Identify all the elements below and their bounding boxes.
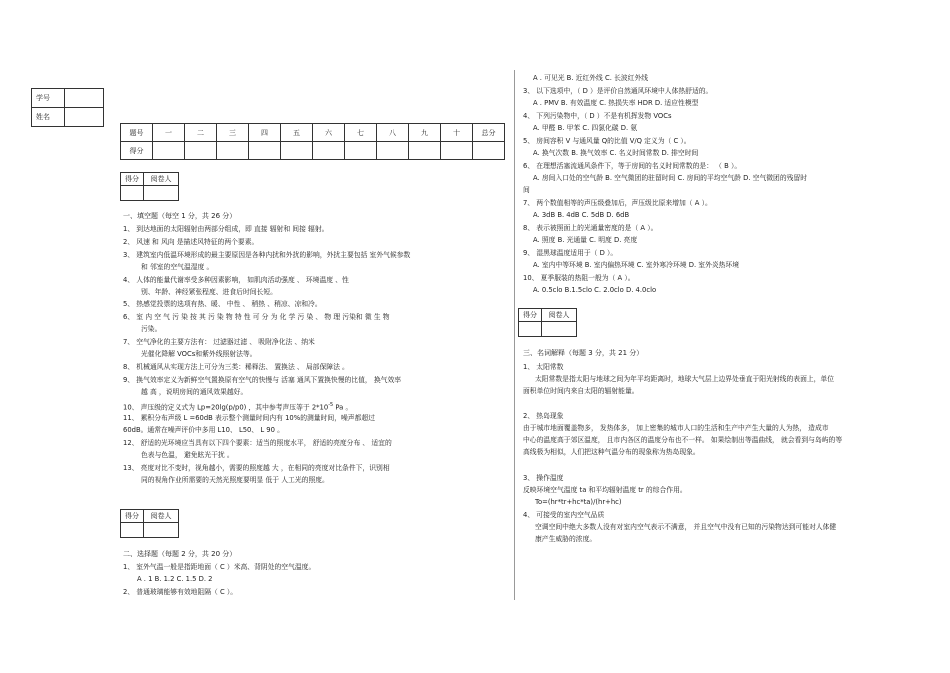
choice-question-4-options: A. 甲醛 B. 甲苯 C. 四氯化碳 D. 氨: [533, 124, 638, 132]
fill-question-11: 11、 累积分布声级 L =60dB 表示整个测量时间内有 10%的测量时间，噪声都超过: [123, 414, 375, 422]
fill-question-6-cont: 污染。: [141, 325, 162, 333]
student-name-label: 姓名: [32, 108, 65, 127]
right-column: [523, 0, 933, 673]
term-1-title: 1、 太阳常数: [523, 363, 564, 371]
fill-question-9-cont: 越 高 ，说明房间的通风效果越好。: [141, 388, 248, 396]
score-header-cell: 二: [185, 124, 217, 142]
term-2-definition-cont2: 高线极为相似，人们把这种气温分布的现象称为热岛现象。: [523, 448, 700, 456]
score-header-cell: 题号: [121, 124, 153, 142]
term-2-title: 2、 热岛现象: [523, 412, 564, 420]
student-number-label: 学号: [32, 89, 65, 108]
choice-question-7-options: A. 3dB B. 4dB C. 5dB D. 6dB: [533, 211, 630, 219]
term-3-definition: 反映环境空气温度 ta 和平均辐射温度 tr 的综合作用。: [523, 486, 687, 494]
score-header-cell: 十: [441, 124, 473, 142]
choice-question-5-options: A. 换气次数 B. 换气效率 C. 名义时间常数 D. 排空时间: [533, 149, 699, 157]
choice-question-8-options: A. 照度 B. 光通量 C. 明度 D. 亮度: [533, 236, 638, 244]
grader-score-field[interactable]: [519, 322, 542, 337]
choice-question-10-options: A. 0.5clo B.1.5clo C. 2.0clo D. 4.0clo: [533, 286, 657, 294]
choice-question-4: 4、 下列污染物中，（ D ）不是有机挥发物 VOCs: [523, 112, 672, 120]
grader-score-label: 得分: [121, 173, 144, 186]
choice-question-3-options: A . PMV B. 有效温度 C. 热损失率 HDR D. 适应性模型: [533, 99, 699, 107]
fill-question-13-cont: 同的视角作业所需要的天然光照度要明显 低于 人工光的照度。: [141, 476, 329, 484]
score-header-cell: 一: [153, 124, 185, 142]
fill-question-13: 13、 亮度对比不变时，视角越小，需要的照度越 大 ，在相同的亮度对比条件下，识别相: [123, 464, 390, 472]
fill-question-4-cont: 别、年龄、神经紧张程度、进食后时间长短。: [141, 288, 277, 296]
choice-question-9-options: A. 室内中等环境 B. 室内偏热环境 C. 室外寒冷环境 D. 室外炎热环境: [533, 261, 740, 269]
fill-question-8: 8、 机械通风从实现方法上可分为三类：稀释法、 置换法 、 局部保障法 。: [123, 363, 349, 371]
grader-score-label: 得分: [519, 309, 542, 322]
score-header-cell: 八: [377, 124, 409, 142]
grader-reviewer-field[interactable]: [542, 322, 577, 337]
left-column: [123, 0, 513, 673]
grader-reviewer-label: 阅卷人: [144, 173, 179, 186]
grader-score-field[interactable]: [121, 523, 144, 538]
choice-question-2-options: A . 可见光 B. 近红外线 C. 长波红外线: [533, 74, 649, 82]
student-number-field[interactable]: [65, 89, 104, 108]
score-header-cell: 五: [281, 124, 313, 142]
term-1-definition-cont: 面积单位时间内来自太阳的辐射能量。: [523, 387, 639, 395]
student-number-row: [32, 89, 104, 108]
fill-question-11-cont: 60dB。通常在噪声评价中多用 L10、 L50、 L 90 。: [123, 426, 284, 434]
grader-box-section2: [120, 509, 179, 538]
fill-question-3: 3、 建筑室内低温环境形成的最主要原因是各种内扰和外扰的影响，外扰主要包括 室外气候参数: [123, 251, 411, 259]
fill-question-10: [123, 401, 352, 412]
choice-question-6: 6、 在理想活塞流通风条件下，等于房间的名义时间常数的是： （ B ）。: [523, 162, 742, 170]
term-3-title: 3、 操作温度: [523, 474, 564, 482]
score-header-cell: 总分: [473, 124, 505, 142]
score-header-cell: 九: [409, 124, 441, 142]
term-2-definition-cont: 中心的温度高于郊区温度， 且市内各区的温度分布也不一样。 如果绘制出等温曲线， 就会看到与岛屿的等: [523, 436, 843, 444]
fill-question-10-exponent: -5: [328, 402, 334, 408]
choice-question-7: 7、 两个数值相等的声压级叠加后，声压级比原来增加（ A ）。: [523, 199, 712, 207]
term-3-formula: To=(hr*tr+hc*ta)/(hr+hc): [535, 498, 622, 506]
grader-box-section3: [518, 308, 577, 337]
score-header-cell: 六: [313, 124, 345, 142]
grader-reviewer-field[interactable]: [144, 523, 179, 538]
section1-title: 一、填空题（每空 1 分，共 26 分）: [123, 212, 237, 220]
choice-question-9: 9、 湿黑球温度适用于（ D ）。: [523, 249, 618, 257]
section2-title: 二、选择题（每题 2 分，共 20 分）: [123, 550, 237, 558]
term-4-definition: 空调空间中绝大多数人没有对室内空气表示不满意， 并且空气中没有已知的污染物达到可能对人体健: [535, 523, 837, 531]
choice-question-2: 2、 普通玻璃能够有效地阻隔（ C ）。: [123, 588, 238, 596]
choice-question-5: 5、 房间容积 V 与通风量 Q的比值 V/Q 定义为（ C ）。: [523, 137, 691, 145]
student-name-field[interactable]: [65, 108, 104, 127]
score-header-cell: 三: [217, 124, 249, 142]
choice-question-10: 10、 夏季服装的热阻一般为（ A ）。: [523, 274, 635, 282]
grader-reviewer-label: 阅卷人: [542, 309, 577, 322]
fill-question-5: 5、 热感觉投票的选项有热、暖、 中性 、 稍热 、稍凉、凉和冷。: [123, 300, 322, 308]
column-divider: [514, 70, 515, 600]
fill-question-9: 9、 换气效率定义为新鲜空气置换原有空气的快慢与 活塞 通风下置换快慢的比值， 换气效率: [123, 376, 402, 384]
fill-question-6: 6、 室 内 空 气 污 染 按 其 污 染 物 特 性 可 分 为 化 学 污 染 、 物 理 污染和 微 生 物: [123, 313, 390, 321]
section3-title: 三、名词解释（每题 3 分，共 21 分）: [523, 349, 644, 357]
fill-question-1: 1、 到达地面的太阳辐射由两部分组成，即 直接 辐射和 间接 辐射。: [123, 225, 329, 233]
term-1-definition: 太阳常数是指太阳与地球之间为年平均距离时，地球大气层上边界处垂直于阳光射线的表面上，单位: [535, 375, 835, 383]
fill-question-2: 2、 风速 和 风向 是描述风特征的两个要素。: [123, 238, 259, 246]
student-id-table: [31, 88, 104, 127]
choice-question-8: 8、 表示被照面上的光通量密度的是（ A ）。: [523, 224, 658, 232]
choice-question-1: 1、 室外气温一般是指距地面（ C ）米高、背阴处的空气温度。: [123, 563, 316, 571]
fill-question-7: 7、 空气净化的主要方法有： 过滤器过滤 、 吸附净化法 、纳米: [123, 338, 315, 346]
term-4-title: 4、 可接受的室内空气品质: [523, 511, 605, 519]
choice-question-1-options: A . 1 B. 1.2 C. 1.5 D. 2: [137, 575, 213, 583]
fill-question-12: 12、 舒适的光环境应当具有以下四个要素：适当的照度水平， 舒适的亮度分布 、 适宜的: [123, 439, 392, 447]
score-header-cell: 七: [345, 124, 377, 142]
fill-question-7-cont: 光催化降解 VOCs和紫外线照射法等。: [141, 350, 257, 358]
fill-question-4: 4、 人体的能量代谢率受多种因素影响， 如肌肉活动强度 、 环境温度 、性: [123, 276, 349, 284]
student-name-row: [32, 108, 104, 127]
grader-score-label: 得分: [121, 510, 144, 523]
term-4-definition-cont: 康产生威胁的浓度。: [535, 535, 597, 543]
fill-question-10-unit: Pa 。: [335, 403, 353, 412]
score-header-cell: 四: [249, 124, 281, 142]
choice-question-6-options: A. 房间入口处的空气龄 B. 空气微团的驻留时间 C. 房间的平均空气龄 D. 空气微团的残留时: [533, 174, 808, 182]
choice-question-6-options-cont: 间: [523, 186, 530, 194]
choice-question-3: 3、 以下选项中，（ D ）是评价自然通风环境中人体热舒适的。: [523, 87, 713, 95]
term-2-definition: 由于城市地面覆盖物多， 发热体多， 加上密集的城市人口的生活和生产中产生大量的人为热， 造成市: [523, 424, 829, 432]
fill-question-3-cont: 和 邻室的空气温湿度 。: [141, 263, 214, 271]
fill-question-12-cont: 色表与色温， 避免眩光干扰 。: [141, 451, 234, 459]
fill-question-10-text: 10、 声压级的定义式为 Lp=20lg(p/p0) ，其中参考声压等于 2*10: [123, 403, 329, 412]
score-row-label: 得分: [121, 142, 153, 160]
grader-reviewer-label: 阅卷人: [144, 510, 179, 523]
